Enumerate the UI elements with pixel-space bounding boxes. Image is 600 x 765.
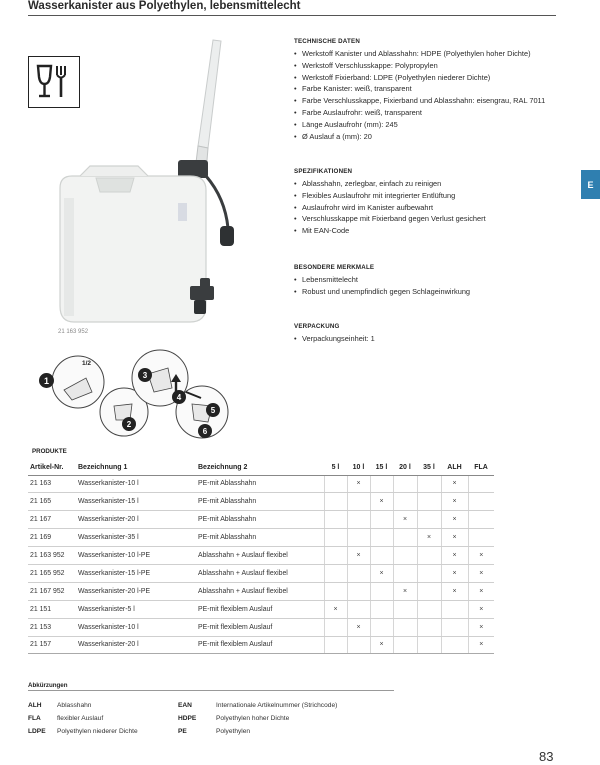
table-row <box>28 529 494 547</box>
list-item: • Robust und unempfindlich gegen Schlageinwirkung <box>294 286 470 298</box>
step-2-badge: 2 <box>122 417 136 431</box>
table-row <box>28 493 494 511</box>
check-cell: × <box>441 582 468 600</box>
column-header: 15 l <box>370 461 393 475</box>
list-item: • Farbe Auslaufrohr: weiß, transparent <box>294 107 545 119</box>
water-canister-image <box>50 38 250 328</box>
section-besondere-merkmale <box>294 264 470 298</box>
table-row <box>28 582 494 600</box>
table-cell: PE-mit Ablasshahn <box>196 529 324 547</box>
table-cell: PE-mit Ablasshahn <box>196 475 324 493</box>
check-cell <box>347 636 370 654</box>
table-cell: 21 169 <box>28 529 76 547</box>
step-6-badge: 6 <box>198 424 212 438</box>
check-cell <box>347 493 370 511</box>
step-5-badge: 5 <box>206 403 220 417</box>
check-cell <box>324 529 347 547</box>
table-cell: Wasserkanister-20 l <box>76 511 196 529</box>
abbreviation-key: FLA <box>28 715 41 722</box>
table-cell: PE-mit Ablasshahn <box>196 511 324 529</box>
check-cell: × <box>441 547 468 565</box>
page-number: 83 <box>539 749 554 764</box>
column-header: 5 l <box>324 461 347 475</box>
column-header: Artikel-Nr. <box>28 461 76 475</box>
table-cell: PE-mit Ablasshahn <box>196 493 324 511</box>
check-cell <box>324 564 347 582</box>
check-cell <box>417 547 441 565</box>
usage-instructions-illustration <box>36 348 236 448</box>
check-cell <box>468 493 494 511</box>
check-cell <box>417 618 441 636</box>
abbreviation-value: Ablasshahn <box>57 702 92 709</box>
table-cell: Ablasshahn + Auslauf flexibel <box>196 547 324 565</box>
table-cell: PE-mit flexiblem Auslauf <box>196 600 324 618</box>
abbreviation-value: Internationale Artikelnummer (Strichcode) <box>216 702 338 709</box>
step-4-badge: 4 <box>172 390 186 404</box>
table-cell: PE-mit flexiblem Auslauf <box>196 618 324 636</box>
check-cell: × <box>441 511 468 529</box>
check-cell: × <box>468 600 494 618</box>
products-table-container <box>28 461 494 654</box>
table-row <box>28 636 494 654</box>
page-title: Wasserkanister aus Polyethylen, lebensmittelecht <box>28 0 301 12</box>
section-technische-daten <box>294 38 545 142</box>
check-cell <box>441 618 468 636</box>
check-cell <box>324 511 347 529</box>
check-cell: × <box>370 636 393 654</box>
section-heading: TECHNISCHE DATEN <box>294 38 360 45</box>
check-cell: × <box>370 564 393 582</box>
spec-list <box>294 274 470 298</box>
abbreviations-title: Abkürzungen <box>28 682 68 689</box>
table-cell: Wasserkanister-20 l <box>76 636 196 654</box>
table-row <box>28 564 494 582</box>
half-turn-label: 1/2 <box>82 360 92 367</box>
list-item: • Werkstoff Verschlusskappe: Polypropylen <box>294 60 545 72</box>
check-cell <box>468 511 494 529</box>
table-row <box>28 547 494 565</box>
abbreviation-key: EAN <box>178 702 192 709</box>
table-cell: Wasserkanister-15 l <box>76 493 196 511</box>
products-table <box>28 461 494 654</box>
check-cell: × <box>441 529 468 547</box>
table-cell: PE-mit flexiblem Auslauf <box>196 636 324 654</box>
check-cell <box>370 529 393 547</box>
table-cell: 21 151 <box>28 600 76 618</box>
check-cell <box>324 618 347 636</box>
title-divider <box>28 15 556 16</box>
abbreviation-value: Polyethylen <box>216 728 251 735</box>
check-cell: × <box>347 475 370 493</box>
check-cell <box>441 636 468 654</box>
abbreviation-key: HDPE <box>178 715 197 722</box>
check-cell <box>347 600 370 618</box>
table-row <box>28 511 494 529</box>
check-cell <box>393 618 417 636</box>
list-item: • Verschlusskappe mit Fixierband gegen Verlust gesichert <box>294 213 486 225</box>
check-cell <box>347 529 370 547</box>
spec-list <box>294 48 545 142</box>
section-heading: BESONDERE MERKMALE <box>294 264 375 271</box>
check-cell: × <box>441 564 468 582</box>
table-cell: Wasserkanister-10 l <box>76 618 196 636</box>
check-cell <box>417 600 441 618</box>
check-cell: × <box>393 511 417 529</box>
list-item: • Verpackungseinheit: 1 <box>294 333 375 345</box>
check-cell <box>324 582 347 600</box>
check-cell <box>468 529 494 547</box>
check-cell: × <box>468 547 494 565</box>
check-cell <box>393 547 417 565</box>
section-heading: SPEZIFIKATIONEN <box>294 168 353 175</box>
table-cell: 21 167 <box>28 511 76 529</box>
column-header: ALH <box>441 461 468 475</box>
check-cell <box>441 600 468 618</box>
list-item: • Ablasshahn, zerlegbar, einfach zu reinigen <box>294 178 486 190</box>
table-cell: Wasserkanister-20 l-PE <box>76 582 196 600</box>
check-cell <box>417 564 441 582</box>
table-row <box>28 475 494 493</box>
check-cell <box>393 493 417 511</box>
check-cell: × <box>347 618 370 636</box>
table-row <box>28 618 494 636</box>
step-3-badge: 3 <box>138 368 152 382</box>
column-header: Bezeichnung 1 <box>76 461 196 475</box>
check-cell <box>347 582 370 600</box>
check-cell <box>370 600 393 618</box>
check-cell: × <box>468 582 494 600</box>
abbreviation-value: Polyethylen hoher Dichte <box>216 715 290 722</box>
check-cell: × <box>441 475 468 493</box>
list-item: • Farbe Kanister: weiß, transparent <box>294 83 545 95</box>
spec-list <box>294 333 375 345</box>
language-tab[interactable]: E <box>581 170 600 199</box>
column-header: 10 l <box>347 461 370 475</box>
check-cell <box>393 564 417 582</box>
check-cell: × <box>393 582 417 600</box>
list-item: • Flexibles Auslaufrohr mit integrierter Entlüftung <box>294 190 486 202</box>
step-1-badge: 1 <box>39 373 54 388</box>
check-cell: × <box>417 529 441 547</box>
check-cell <box>347 564 370 582</box>
check-cell <box>324 636 347 654</box>
abbreviations-divider <box>28 690 394 691</box>
column-header: 20 l <box>393 461 417 475</box>
check-cell <box>417 493 441 511</box>
column-header: 35 l <box>417 461 441 475</box>
check-cell <box>324 493 347 511</box>
table-cell: Wasserkanister-10 l <box>76 475 196 493</box>
list-item: • Länge Auslaufrohr (mm): 245 <box>294 119 545 131</box>
table-cell: 21 157 <box>28 636 76 654</box>
check-cell: × <box>468 564 494 582</box>
table-cell: 21 165 <box>28 493 76 511</box>
table-cell: 21 153 <box>28 618 76 636</box>
check-cell: × <box>468 636 494 654</box>
section-heading: VERPACKUNG <box>294 323 340 330</box>
table-cell: Wasserkanister-5 l <box>76 600 196 618</box>
table-cell: 21 165 952 <box>28 564 76 582</box>
check-cell: × <box>370 493 393 511</box>
abbreviation-key: ALH <box>28 702 42 709</box>
check-cell <box>370 582 393 600</box>
check-cell <box>468 475 494 493</box>
list-item: • Lebensmittelecht <box>294 274 470 286</box>
table-cell: Wasserkanister-15 l-PE <box>76 564 196 582</box>
image-caption: 21 163 952 <box>58 329 89 335</box>
check-cell <box>370 511 393 529</box>
list-item: • Mit EAN-Code <box>294 225 486 237</box>
check-cell <box>393 600 417 618</box>
table-cell: Ablasshahn + Auslauf flexibel <box>196 564 324 582</box>
table-cell: 21 163 952 <box>28 547 76 565</box>
list-item: • Werkstoff Kanister und Ablasshahn: HDPE (Polyethylen hoher Dichte) <box>294 48 545 60</box>
section-verpackung <box>294 323 375 345</box>
table-cell: Wasserkanister-35 l <box>76 529 196 547</box>
check-cell: × <box>324 600 347 618</box>
list-item: • Ø Auslauf a (mm): 20 <box>294 131 545 143</box>
column-header: Bezeichnung 2 <box>196 461 324 475</box>
table-cell: Ablasshahn + Auslauf flexibel <box>196 582 324 600</box>
table-cell: 21 167 952 <box>28 582 76 600</box>
abbreviation-key: LDPE <box>28 728 46 735</box>
check-cell <box>393 529 417 547</box>
spec-list <box>294 178 486 237</box>
check-cell: × <box>441 493 468 511</box>
list-item: • Werkstoff Fixierband: LDPE (Polyethylen niederer Dichte) <box>294 72 545 84</box>
check-cell <box>324 547 347 565</box>
list-item: • Auslaufrohr wird im Kanister aufbewahrt <box>294 202 486 214</box>
list-item: • Farbe Verschlusskappe, Fixierband und Ablasshahn: eisengrau, RAL 7011 <box>294 95 545 107</box>
table-cell: 21 163 <box>28 475 76 493</box>
check-cell <box>370 547 393 565</box>
check-cell: × <box>468 618 494 636</box>
abbreviation-value: Polyethylen niederer Dichte <box>57 728 138 735</box>
check-cell <box>324 475 347 493</box>
products-label: PRODUKTE <box>32 448 67 455</box>
table-header-row <box>28 461 494 475</box>
table-row <box>28 600 494 618</box>
check-cell: × <box>347 547 370 565</box>
check-cell <box>417 475 441 493</box>
abbreviation-key: PE <box>178 728 187 735</box>
check-cell <box>417 582 441 600</box>
check-cell <box>393 636 417 654</box>
check-cell <box>417 511 441 529</box>
check-cell <box>370 475 393 493</box>
abbreviation-value: flexibler Auslauf <box>57 715 104 722</box>
check-cell <box>347 511 370 529</box>
check-cell <box>370 618 393 636</box>
check-cell <box>417 636 441 654</box>
check-cell <box>393 475 417 493</box>
section-spezifikationen <box>294 168 486 237</box>
table-cell: Wasserkanister-10 l-PE <box>76 547 196 565</box>
products-table-body <box>28 475 494 654</box>
column-header: FLA <box>468 461 494 475</box>
